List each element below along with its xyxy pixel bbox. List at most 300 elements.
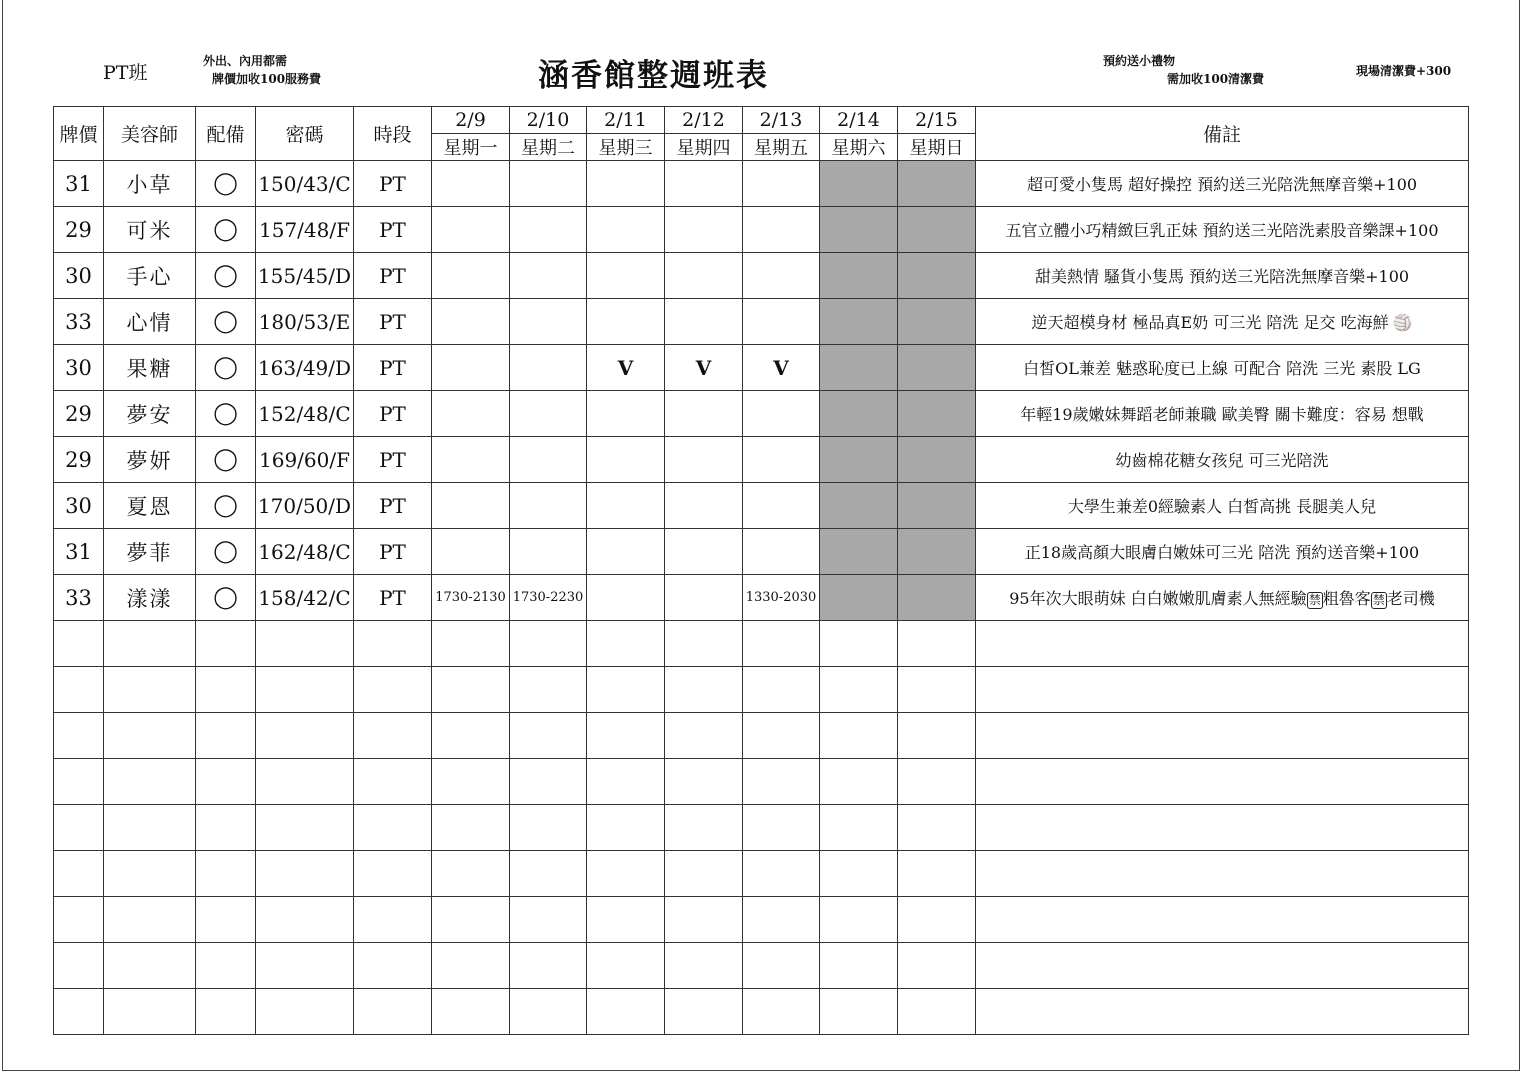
slot-cell: PT [354,207,432,253]
empty-cell[interactable] [196,989,256,1035]
remark-cell [976,575,1469,621]
day-cell[interactable] [820,575,898,621]
day-cell[interactable] [665,253,743,299]
slot-cell: PT [354,575,432,621]
gift-note-line2: 需加收100清潔費 [1167,72,1265,86]
day-cell[interactable] [432,253,510,299]
empty-cell[interactable] [820,943,898,989]
empty-cell[interactable] [587,943,665,989]
empty-cell[interactable] [665,759,743,805]
remark-cell [976,437,1469,483]
class-label: PT班 [103,62,148,84]
day-cell[interactable] [898,253,976,299]
beautician-cell: 心情 [104,299,196,345]
equip-circle-icon: ◯ [196,207,256,253]
table-row [54,437,1469,483]
empty-cell[interactable] [354,989,432,1035]
day-cell[interactable] [587,483,665,529]
day-cell[interactable] [665,575,743,621]
day-cell[interactable] [432,299,510,345]
volleyball-icon: 🏐 [1392,313,1413,332]
price-cell: 33 [54,575,104,621]
col-header-date: 2/15 [898,107,976,134]
empty-cell[interactable] [104,897,196,943]
empty-cell[interactable] [510,805,587,851]
empty-cell[interactable] [898,621,976,667]
empty-cell[interactable] [510,667,587,713]
empty-cell[interactable] [432,943,510,989]
empty-cell[interactable] [54,621,104,667]
remark-cell [976,391,1469,437]
service-fee-note-line1: 外出、內用都需 [203,54,288,68]
col-header-price: 牌價 [54,107,104,161]
code-cell: 170/50/D [256,483,354,529]
empty-cell[interactable] [432,897,510,943]
beautician-cell: 夢妍 [104,437,196,483]
empty-cell[interactable] [104,759,196,805]
empty-cell[interactable] [820,759,898,805]
empty-cell[interactable] [104,851,196,897]
day-cell[interactable] [587,161,665,207]
col-header-date: 2/11 [587,107,665,134]
empty-cell[interactable] [196,805,256,851]
empty-cell[interactable] [665,805,743,851]
day-cell[interactable] [587,391,665,437]
day-cell[interactable] [898,575,976,621]
empty-cell[interactable] [587,667,665,713]
empty-cell[interactable] [820,989,898,1035]
slot-cell: PT [354,437,432,483]
gift-note [1103,52,1264,88]
remark-text: 粗魯客 [1322,589,1371,608]
day-cell[interactable] [665,161,743,207]
empty-cell[interactable] [354,897,432,943]
table-row [54,161,1469,207]
day-cell[interactable] [898,207,976,253]
empty-cell[interactable] [432,851,510,897]
empty-cell[interactable] [587,897,665,943]
empty-cell[interactable] [898,851,976,897]
empty-cell[interactable] [256,989,354,1035]
remark-cell [976,253,1469,299]
empty-row [54,805,1469,851]
day-cell[interactable] [743,161,820,207]
empty-cell[interactable] [976,943,1469,989]
day-cell[interactable] [898,391,976,437]
day-cell[interactable] [432,207,510,253]
day-cell[interactable] [432,529,510,575]
empty-cell[interactable] [354,759,432,805]
empty-cell[interactable] [196,897,256,943]
empty-cell[interactable] [104,713,196,759]
day-cell[interactable]: 1730-2130 [432,575,510,621]
empty-cell[interactable] [820,897,898,943]
empty-cell[interactable] [104,943,196,989]
empty-cell[interactable] [54,943,104,989]
day-cell[interactable] [820,345,898,391]
table-row [54,575,1469,621]
empty-cell[interactable] [432,667,510,713]
day-cell[interactable] [510,207,587,253]
code-cell: 162/48/C [256,529,354,575]
empty-cell[interactable] [432,759,510,805]
service-fee-note-line2: 牌價加收100服務費 [212,72,322,86]
empty-cell[interactable] [976,759,1469,805]
empty-cell[interactable] [54,897,104,943]
day-cell[interactable] [432,437,510,483]
prohibited-icon: 禁 [1308,593,1321,607]
col-header-weekday: 星期六 [820,134,898,161]
day-cell[interactable] [820,161,898,207]
empty-cell[interactable] [898,759,976,805]
day-cell[interactable] [587,437,665,483]
empty-cell[interactable] [976,713,1469,759]
empty-cell[interactable] [432,989,510,1035]
empty-cell[interactable] [256,621,354,667]
equip-circle-icon: ◯ [196,483,256,529]
remark-text: 大學生兼差0經驗素人 白皙高挑 長腿美人兒 [1067,497,1377,516]
day-cell[interactable] [743,299,820,345]
equip-circle-icon: ◯ [196,345,256,391]
empty-cell[interactable] [54,989,104,1035]
day-cell[interactable] [820,483,898,529]
empty-cell[interactable] [743,621,820,667]
empty-cell[interactable] [898,805,976,851]
day-cell[interactable]: 1730-2230 [510,575,587,621]
col-header-weekday: 星期三 [587,134,665,161]
empty-cell[interactable] [354,713,432,759]
empty-cell[interactable] [587,759,665,805]
remark-cell [976,483,1469,529]
empty-cell[interactable] [898,897,976,943]
day-cell[interactable] [510,345,587,391]
empty-cell[interactable] [256,943,354,989]
empty-cell[interactable] [510,759,587,805]
empty-cell[interactable] [743,897,820,943]
empty-cell[interactable] [665,943,743,989]
code-cell: 163/49/D [256,345,354,391]
empty-cell[interactable] [976,667,1469,713]
empty-cell[interactable] [196,851,256,897]
empty-cell[interactable] [743,713,820,759]
empty-cell[interactable] [104,621,196,667]
remark-text: 超可愛小隻馬 超好操控 預約送三光陪洗無摩音樂+100 [1026,175,1418,194]
empty-cell[interactable] [196,759,256,805]
day-cell[interactable]: V [587,345,665,391]
empty-cell[interactable] [820,805,898,851]
empty-cell[interactable] [432,713,510,759]
col-header-date: 2/14 [820,107,898,134]
empty-cell[interactable] [665,713,743,759]
day-cell[interactable]: V [665,345,743,391]
day-cell[interactable] [820,529,898,575]
slot-cell: PT [354,253,432,299]
col-header-weekday: 星期四 [665,134,743,161]
empty-cell[interactable] [432,621,510,667]
empty-cell[interactable] [587,713,665,759]
remark-cell [976,299,1469,345]
col-header-beautician: 美容師 [104,107,196,161]
col-header-weekday: 星期一 [432,134,510,161]
day-cell[interactable] [510,253,587,299]
col-header-date: 2/9 [432,107,510,134]
table-row [54,529,1469,575]
col-header-slot: 時段 [354,107,432,161]
day-cell[interactable] [665,483,743,529]
day-cell[interactable] [665,207,743,253]
price-cell: 30 [54,253,104,299]
empty-cell[interactable] [976,805,1469,851]
empty-cell[interactable] [510,851,587,897]
empty-cell[interactable] [587,989,665,1035]
slot-cell: PT [354,483,432,529]
beautician-cell: 夏恩 [104,483,196,529]
day-cell[interactable] [898,529,976,575]
price-cell: 30 [54,483,104,529]
empty-cell[interactable] [354,621,432,667]
cleaning-fee-note: 現場清潔費+300 [1356,64,1452,78]
day-cell[interactable] [743,483,820,529]
empty-cell[interactable] [510,621,587,667]
day-cell[interactable] [820,299,898,345]
empty-cell[interactable] [587,851,665,897]
day-cell[interactable] [587,207,665,253]
code-cell: 158/42/C [256,575,354,621]
empty-cell[interactable] [743,667,820,713]
price-cell: 31 [54,161,104,207]
table-row [54,299,1469,345]
empty-cell[interactable] [898,713,976,759]
empty-cell[interactable] [743,989,820,1035]
empty-row [54,621,1469,667]
empty-cell[interactable] [354,805,432,851]
empty-cell[interactable] [587,805,665,851]
day-cell[interactable] [743,253,820,299]
day-cell[interactable] [587,529,665,575]
code-cell: 150/43/C [256,161,354,207]
day-cell[interactable] [820,207,898,253]
empty-cell[interactable] [976,989,1469,1035]
beautician-cell: 可米 [104,207,196,253]
day-cell[interactable] [743,391,820,437]
empty-cell[interactable] [354,943,432,989]
empty-cell[interactable] [256,805,354,851]
empty-cell[interactable] [665,851,743,897]
col-header-weekday: 星期五 [743,134,820,161]
slot-cell: PT [354,391,432,437]
day-cell[interactable] [820,253,898,299]
empty-cell[interactable] [104,805,196,851]
day-cell[interactable] [898,483,976,529]
page-title: 涵香館整週班表 [538,58,769,94]
empty-cell[interactable] [54,851,104,897]
day-cell[interactable] [510,161,587,207]
code-cell: 180/53/E [256,299,354,345]
empty-cell[interactable] [54,759,104,805]
day-cell[interactable] [432,483,510,529]
empty-cell[interactable] [196,943,256,989]
empty-cell[interactable] [665,621,743,667]
day-cell[interactable] [510,391,587,437]
empty-cell[interactable] [976,897,1469,943]
equip-circle-icon: ◯ [196,391,256,437]
day-cell[interactable] [432,391,510,437]
day-cell[interactable] [898,345,976,391]
table-row [54,253,1469,299]
price-cell: 33 [54,299,104,345]
empty-cell[interactable] [665,897,743,943]
day-cell[interactable] [510,437,587,483]
day-cell[interactable] [432,345,510,391]
empty-cell[interactable] [256,713,354,759]
beautician-cell: 夢安 [104,391,196,437]
empty-cell[interactable] [256,897,354,943]
day-cell[interactable] [820,391,898,437]
equip-circle-icon: ◯ [196,253,256,299]
empty-cell[interactable] [665,989,743,1035]
day-cell[interactable]: 1330-2030 [743,575,820,621]
day-cell[interactable] [510,529,587,575]
empty-cell[interactable] [196,713,256,759]
remark-cell [976,207,1469,253]
empty-cell[interactable] [104,667,196,713]
price-cell: 31 [54,529,104,575]
remark-text: 正18歲高顏大眼膚白嫩妹可三光 陪洗 預約送音樂+100 [1024,543,1420,562]
remark-cell [976,345,1469,391]
day-cell[interactable] [665,391,743,437]
empty-row [54,989,1469,1035]
equip-circle-icon: ◯ [196,161,256,207]
empty-row [54,943,1469,989]
schedule-table [53,106,1469,1035]
empty-row [54,713,1469,759]
remark-cell [976,161,1469,207]
remark-text: 甜美熱情 騷貨小隻馬 預約送三光陪洗無摩音樂+100 [1034,267,1410,286]
day-cell[interactable]: V [743,345,820,391]
empty-cell[interactable] [820,851,898,897]
empty-cell[interactable] [743,805,820,851]
day-cell[interactable] [510,299,587,345]
price-cell: 29 [54,391,104,437]
empty-cell[interactable] [256,667,354,713]
empty-cell[interactable] [104,989,196,1035]
beautician-cell: 果糖 [104,345,196,391]
empty-cell[interactable] [256,851,354,897]
code-cell: 155/45/D [256,253,354,299]
table-row [54,483,1469,529]
col-header-equip: 配備 [196,107,256,161]
col-header-weekday: 星期二 [510,134,587,161]
beautician-cell: 手心 [104,253,196,299]
price-cell: 29 [54,207,104,253]
slot-cell: PT [354,161,432,207]
day-cell[interactable] [743,529,820,575]
day-cell[interactable] [898,437,976,483]
remark-text: 年輕19歲嫩妹舞蹈老師兼職 歐美臀 關卡難度：容易 想戰 [1020,405,1424,424]
empty-cell[interactable] [54,805,104,851]
day-cell[interactable] [665,437,743,483]
empty-cell[interactable] [510,713,587,759]
empty-row [54,667,1469,713]
schedule-body [54,161,1469,1035]
empty-cell[interactable] [898,667,976,713]
day-cell[interactable] [743,437,820,483]
empty-cell[interactable] [743,943,820,989]
date-header-row [54,107,1469,134]
empty-cell[interactable] [510,943,587,989]
empty-cell[interactable] [256,759,354,805]
code-cell: 169/60/F [256,437,354,483]
empty-cell[interactable] [587,621,665,667]
remark-text: 五官立體小巧精緻巨乳正妹 預約送三光陪洗素股音樂課+100 [1005,221,1439,240]
code-cell: 152/48/C [256,391,354,437]
day-cell[interactable] [432,161,510,207]
slot-cell: PT [354,299,432,345]
empty-cell[interactable] [898,989,976,1035]
day-cell[interactable] [820,437,898,483]
day-cell[interactable] [898,299,976,345]
gift-note-line1: 預約送小禮物 [1103,54,1176,68]
code-cell: 157/48/F [256,207,354,253]
day-cell[interactable] [665,529,743,575]
day-cell[interactable] [587,299,665,345]
equip-circle-icon: ◯ [196,529,256,575]
table-row [54,207,1469,253]
empty-cell[interactable] [196,667,256,713]
col-header-date: 2/12 [665,107,743,134]
remark-text: 幼齒棉花糖女孩兒 可三光陪洗 [1115,451,1329,470]
price-cell: 30 [54,345,104,391]
empty-cell[interactable] [354,667,432,713]
empty-cell[interactable] [976,851,1469,897]
beautician-cell: 漾漾 [104,575,196,621]
empty-cell[interactable] [820,713,898,759]
day-cell[interactable] [587,253,665,299]
day-cell[interactable] [898,161,976,207]
day-cell[interactable] [510,483,587,529]
equip-circle-icon: ◯ [196,299,256,345]
empty-row [54,897,1469,943]
empty-cell[interactable] [743,759,820,805]
day-cell[interactable] [665,299,743,345]
col-header-weekday: 星期日 [898,134,976,161]
empty-cell[interactable] [820,667,898,713]
empty-cell[interactable] [432,805,510,851]
col-header-date: 2/13 [743,107,820,134]
empty-cell[interactable] [196,621,256,667]
empty-cell[interactable] [898,943,976,989]
empty-cell[interactable] [665,667,743,713]
service-fee-note [203,52,321,88]
empty-cell[interactable] [976,621,1469,667]
equip-circle-icon: ◯ [196,437,256,483]
table-row [54,345,1469,391]
day-cell[interactable] [587,575,665,621]
remark-text: 95年次大眼萌妹 白白嫩嫩肌膚素人無經驗 [1009,589,1307,608]
empty-cell[interactable] [510,989,587,1035]
empty-cell[interactable] [743,851,820,897]
empty-cell[interactable] [54,667,104,713]
equip-circle-icon: ◯ [196,575,256,621]
day-cell[interactable] [743,207,820,253]
empty-cell[interactable] [510,897,587,943]
col-header-date: 2/10 [510,107,587,134]
remark-text: 逆天超模身材 極品真E奶 可三光 陪洗 足交 吃海鮮 [1031,313,1389,332]
empty-cell[interactable] [54,713,104,759]
empty-cell[interactable] [820,621,898,667]
prohibited-icon: 禁 [1372,593,1385,607]
empty-cell[interactable] [354,851,432,897]
